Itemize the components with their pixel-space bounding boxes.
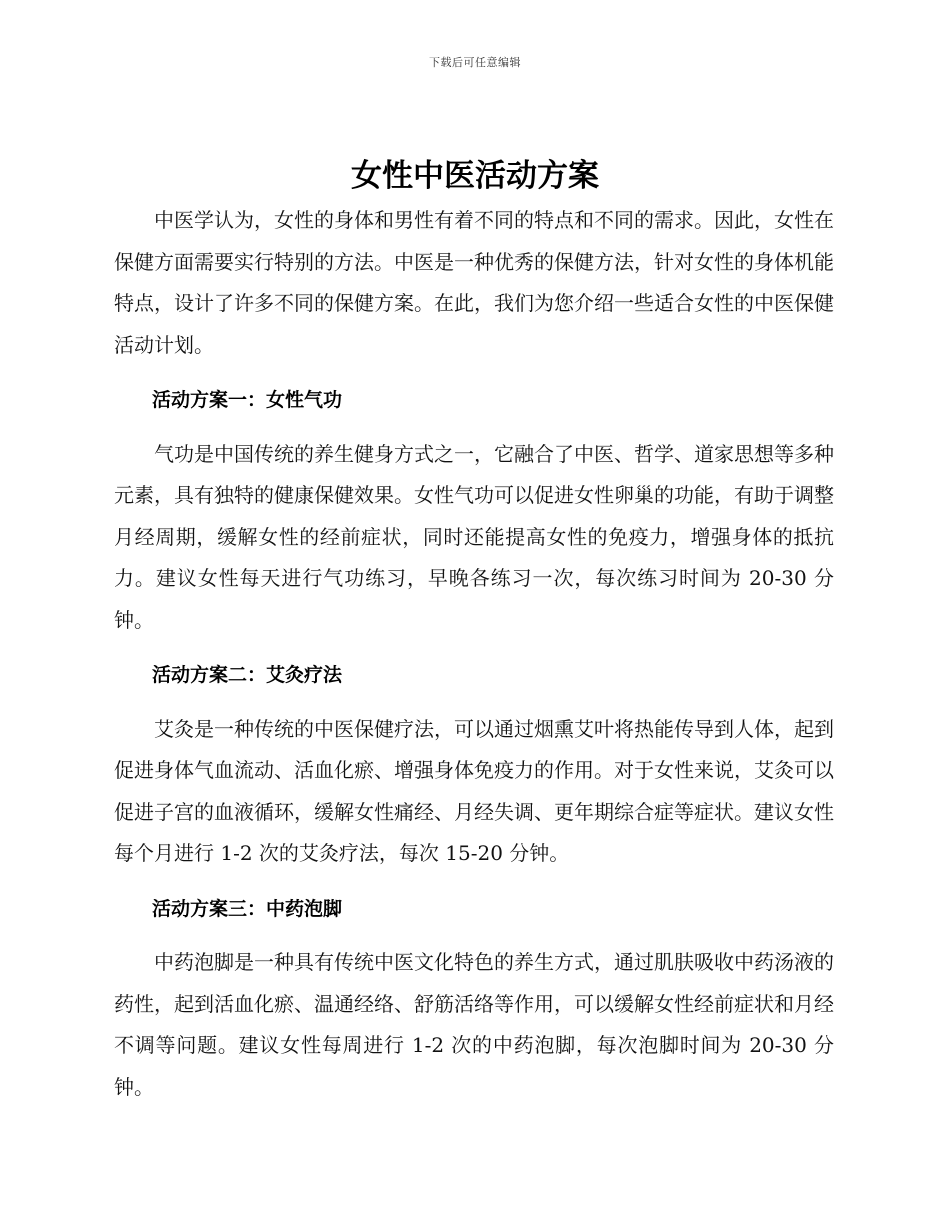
document-title: 女性中医活动方案 <box>351 158 599 194</box>
section-heading: 活动方案一：女性气功 <box>152 389 343 411</box>
header-note: 下载后可任意编辑 <box>429 56 521 69</box>
section-paragraph: 艾灸是一种传统的中医保健疗法，可以通过烟熏艾叶将热能传导到人体，起到促进身体气血流动、活血化瘀、增强身体免疫力的作用。对于女性来说，艾灸可以促进子宫的血液循环，缓解女性痛经、月经失调、更年期综合症等症状。建议女性每个月进行 1-2 次的艾灸疗法，每次 15-20 分钟。 <box>114 716 834 865</box>
section-heading: 活动方案三：中药泡脚 <box>152 897 343 920</box>
section-paragraph: 气功是中国传统的养生健身方式之一，它融合了中医、哲学、道家思想等多种元素，具有独特的健康保健效果。女性气功可以促进女性卵巢的功能，有助于调整月经周期，缓解女性的经前症状，同时还能提高女性的免疫力，增强身体的抵抗力。建议女性每天进行气功练习，早晚各练习一次，每次练习时间为 20-30 分钟。 <box>114 441 834 632</box>
document-body <box>114 200 834 1108</box>
section-foot-soak <box>114 889 834 1109</box>
section-qigong <box>114 380 834 641</box>
section-heading: 活动方案二：艾灸疗法 <box>152 664 343 686</box>
section-moxibustion <box>114 655 834 875</box>
intro-paragraph: 中医学认为，女性的身体和男性有着不同的特点和不同的需求。因此，女性在保健方面需要实行特别的方法。中医是一种优秀的保健方法，针对女性的身体机能特点，设计了许多不同的保健方案。在此，我们为您介绍一些适合女性的中医保健活动计划。 <box>114 208 834 357</box>
section-paragraph: 中药泡脚是一种具有传统中医文化特色的养生方式，通过肌肤吸收中药汤液的药性，起到活血化瘀、温通经络、舒筋活络等作用，可以缓解女性经前症状和月经不调等问题。建议女性每周进行 1-2 次的中药泡脚，每次泡脚时间为 20-30 分钟。 <box>114 950 834 1099</box>
